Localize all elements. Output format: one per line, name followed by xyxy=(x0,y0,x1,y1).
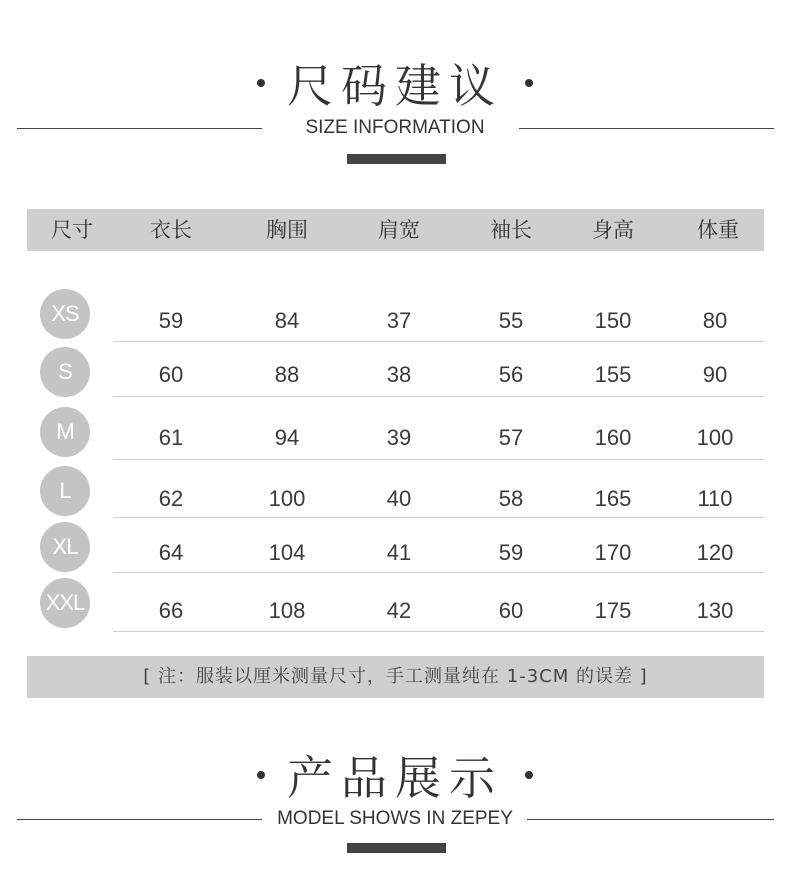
size-badge-m: M xyxy=(40,407,90,457)
cell-xl-shoulder: 41 xyxy=(386,540,412,565)
cell-xxl-shoulder: 42 xyxy=(386,598,412,623)
row-divider xyxy=(113,396,764,397)
row-divider xyxy=(113,517,764,518)
accent-bar xyxy=(347,154,446,164)
cell-m-shoulder: 39 xyxy=(386,425,412,450)
row-divider xyxy=(113,341,764,342)
header-length: 衣长 xyxy=(150,218,192,242)
row-divider xyxy=(113,572,764,573)
cell-l-sleeve: 58 xyxy=(498,486,524,511)
size-table-header xyxy=(27,209,764,251)
size-badge-xxl: XXL xyxy=(40,578,90,628)
cell-xs-length: 59 xyxy=(158,308,184,333)
size-subtitle-row xyxy=(0,116,790,140)
accent-bar xyxy=(347,843,446,853)
cell-l-shoulder: 40 xyxy=(386,486,412,511)
model-heading xyxy=(0,744,790,806)
cell-xs-height: 150 xyxy=(594,308,632,333)
model-subtitle: MODEL SHOWS IN ZEPEY xyxy=(263,808,527,829)
size-title: 尺码建议 xyxy=(287,59,503,113)
cell-l-length: 62 xyxy=(158,486,184,511)
cell-xl-height: 170 xyxy=(594,540,632,565)
size-badge-s: S xyxy=(40,347,90,397)
heading-dot-right xyxy=(525,79,533,87)
cell-xl-weight: 120 xyxy=(696,540,734,565)
cell-xxl-length: 66 xyxy=(158,598,184,623)
cell-xs-shoulder: 37 xyxy=(386,308,412,333)
cell-m-sleeve: 57 xyxy=(498,425,524,450)
cell-xxl-sleeve: 60 xyxy=(498,598,524,623)
cell-l-chest: 100 xyxy=(268,486,306,511)
size-badge-l: L xyxy=(40,466,90,516)
measurement-note: [ 注：服装以厘米测量尺寸，手工测量纯在 1-3CM 的误差 ] xyxy=(27,656,764,698)
cell-s-shoulder: 38 xyxy=(386,362,412,387)
cell-m-chest: 94 xyxy=(274,425,300,450)
header-size: 尺寸 xyxy=(51,218,93,242)
cell-s-height: 155 xyxy=(594,362,632,387)
cell-m-height: 160 xyxy=(594,425,632,450)
header-sleeve: 袖长 xyxy=(490,218,532,242)
model-subtitle-row xyxy=(0,807,790,831)
heading-dot-right xyxy=(525,771,533,779)
cell-xxl-height: 175 xyxy=(594,598,632,623)
cell-xl-sleeve: 59 xyxy=(498,540,524,565)
cell-s-length: 60 xyxy=(158,362,184,387)
cell-xs-sleeve: 55 xyxy=(498,308,524,333)
row-divider xyxy=(113,631,764,632)
header-weight: 体重 xyxy=(697,218,739,242)
header-shoulder: 肩宽 xyxy=(378,218,420,242)
cell-xs-chest: 84 xyxy=(274,308,300,333)
cell-xxl-weight: 130 xyxy=(696,598,734,623)
header-height: 身高 xyxy=(592,218,634,242)
cell-xs-weight: 80 xyxy=(702,308,728,333)
cell-l-height: 165 xyxy=(594,486,632,511)
cell-s-sleeve: 56 xyxy=(498,362,524,387)
heading-dot-left xyxy=(257,79,265,87)
header-chest: 胸围 xyxy=(266,218,308,242)
model-title: 产品展示 xyxy=(287,751,503,805)
size-subtitle: SIZE INFORMATION xyxy=(291,117,498,138)
cell-m-length: 61 xyxy=(158,425,184,450)
size-badge-xl: XL xyxy=(40,522,90,572)
size-heading xyxy=(0,52,790,114)
cell-m-weight: 100 xyxy=(696,425,734,450)
cell-xl-length: 64 xyxy=(158,540,184,565)
row-divider xyxy=(113,459,764,460)
cell-s-chest: 88 xyxy=(274,362,300,387)
size-badge-xs: XS xyxy=(40,289,90,339)
cell-l-weight: 110 xyxy=(697,486,733,511)
cell-xxl-chest: 108 xyxy=(268,598,306,623)
heading-dot-left xyxy=(257,771,265,779)
cell-s-weight: 90 xyxy=(702,362,728,387)
cell-xl-chest: 104 xyxy=(268,540,306,565)
